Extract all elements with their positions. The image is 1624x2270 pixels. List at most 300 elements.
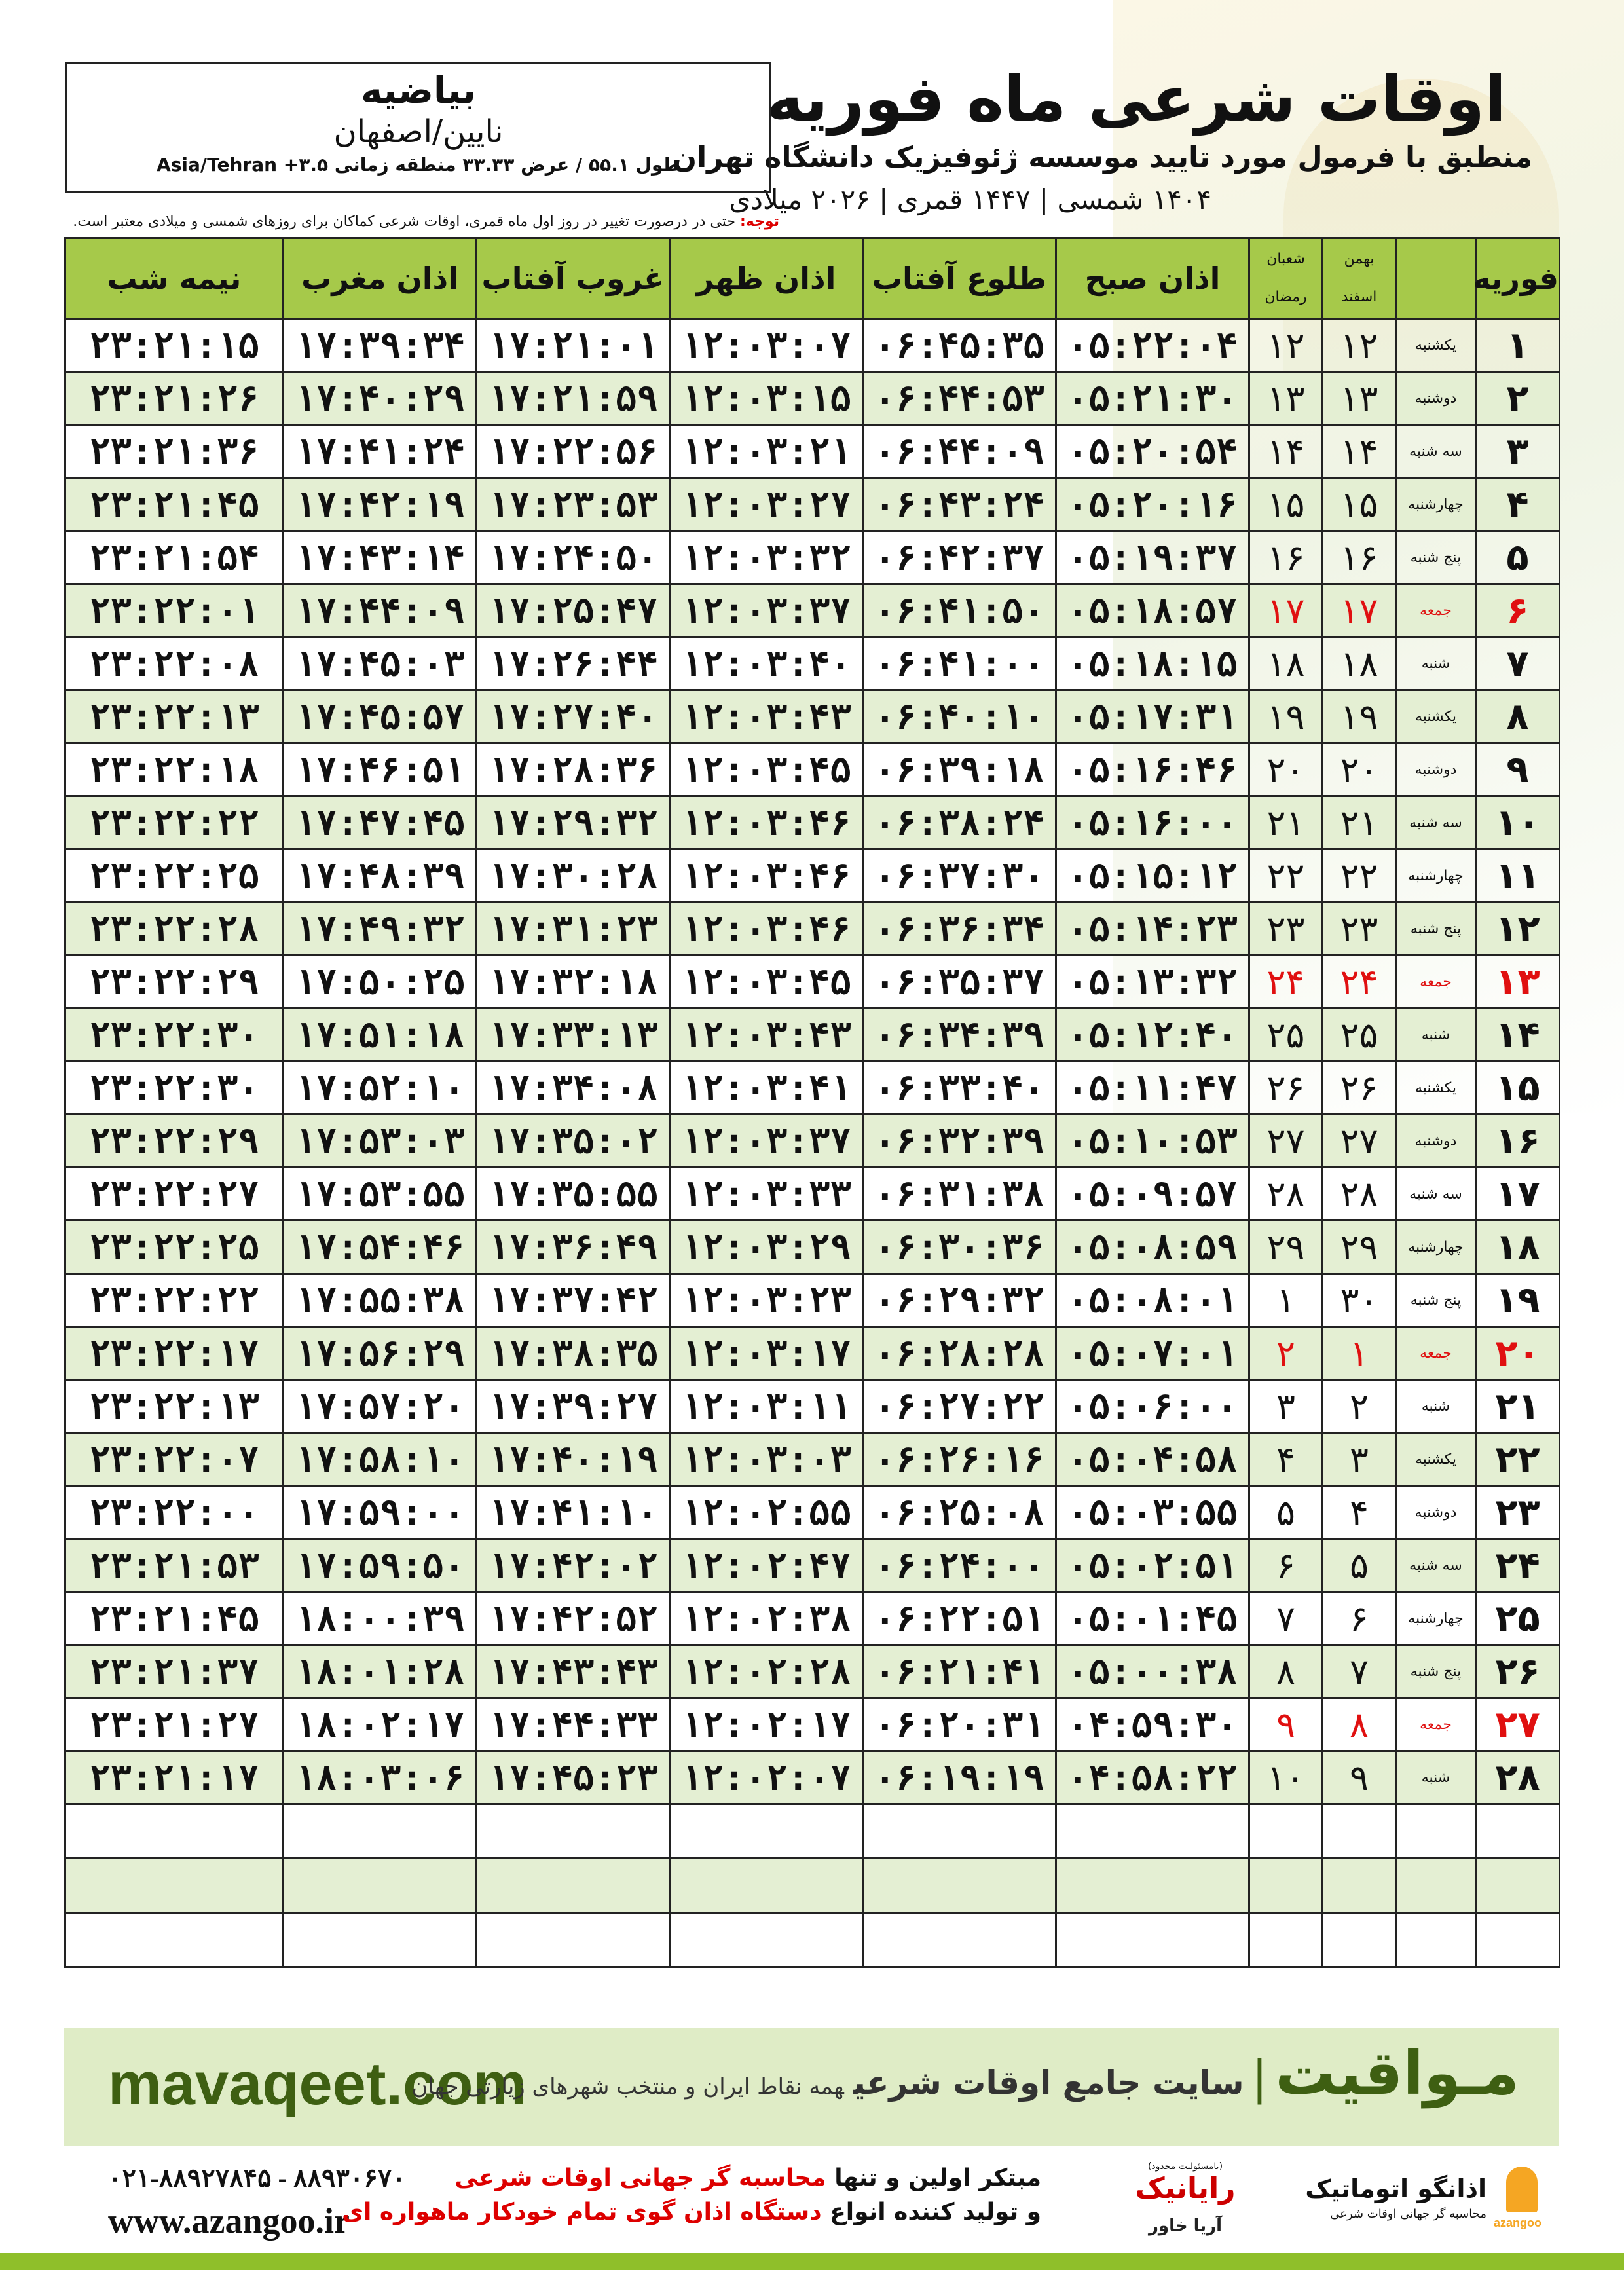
azangoo-logo: [1283, 2161, 1545, 2240]
sunset-time: ۱۷:۳۱:۲۳: [477, 902, 670, 956]
sunrise-time: ۰۶:۴۲:۳۷: [863, 531, 1056, 584]
weekday: سه شنبه: [1396, 1168, 1476, 1221]
table-row: [65, 1009, 1560, 1062]
midnight-time: ۲۳:۲۲:۰۷: [65, 1433, 284, 1486]
hijri-day: ۱۳: [1249, 372, 1323, 425]
day-number: ۱۱: [1476, 849, 1560, 902]
header-shamsi-top: بهمن: [1344, 251, 1375, 267]
hijri-day: ۱۶: [1249, 531, 1323, 584]
empty-row: [65, 1913, 1560, 1967]
rayanik-note: (بامسئولیت محدود): [1147, 2161, 1223, 2172]
day-number: ۲۳: [1476, 1486, 1560, 1539]
sunset-time: ۱۷:۲۷:۴۰: [477, 690, 670, 743]
maghrib-time: ۱۷:۴۱:۲۴: [284, 425, 477, 478]
maghrib-time: ۱۷:۵۸:۱۰: [284, 1433, 477, 1486]
sunrise-time: ۰۶:۱۹:۱۹: [863, 1751, 1056, 1804]
shamsi-day: ۲۹: [1323, 1221, 1396, 1274]
fajr-time: ۰۵:۲۰:۵۴: [1056, 425, 1249, 478]
midnight-time: ۲۳:۲۱:۲۶: [65, 372, 284, 425]
table-row: [65, 849, 1560, 902]
empty-cell: [65, 1913, 284, 1967]
fajr-time: ۰۵:۱۸:۱۵: [1056, 637, 1249, 690]
hijri-day: ۲۰: [1249, 743, 1323, 796]
shamsi-day: ۵: [1323, 1539, 1396, 1592]
fajr-time: ۰۵:۰۶:۰۰: [1056, 1380, 1249, 1433]
maghrib-time: ۱۷:۵۱:۱۸: [284, 1009, 477, 1062]
sunset-time: ۱۷:۲۱:۵۹: [477, 372, 670, 425]
midnight-time: ۲۳:۲۲:۱۳: [65, 1380, 284, 1433]
sunset-time: ۱۷:۳۵:۰۲: [477, 1115, 670, 1168]
hijri-day: ۷: [1249, 1592, 1323, 1645]
empty-row: [65, 1804, 1560, 1859]
dhuhr-time: ۱۲:۰۳:۴۶: [670, 849, 863, 902]
empty-cell: [1323, 1913, 1396, 1967]
day-number: ۱۰: [1476, 796, 1560, 849]
table-row: [65, 690, 1560, 743]
midnight-time: ۲۳:۲۲:۲۹: [65, 956, 284, 1009]
table-row: [65, 584, 1560, 637]
fajr-time: ۰۵:۰۰:۳۸: [1056, 1645, 1249, 1698]
header-hijri-bottom: رمضان: [1264, 289, 1307, 305]
maghrib-time: ۱۷:۴۷:۴۵: [284, 796, 477, 849]
midnight-time: ۲۳:۲۱:۵۴: [65, 531, 284, 584]
weekday: پنج شنبه: [1396, 1645, 1476, 1698]
dhuhr-time: ۱۲:۰۲:۲۸: [670, 1645, 863, 1698]
table-row: [65, 1592, 1560, 1645]
sunset-time: ۱۷:۳۸:۳۵: [477, 1327, 670, 1380]
maghrib-time: ۱۷:۵۳:۵۵: [284, 1168, 477, 1221]
fajr-time: ۰۵:۰۸:۰۱: [1056, 1274, 1249, 1327]
day-number: ۲۶: [1476, 1645, 1560, 1698]
weekday: چهارشنبه: [1396, 1592, 1476, 1645]
table-row: [65, 1380, 1560, 1433]
day-number: ۴: [1476, 478, 1560, 531]
info-line1-b: محاسبه گر جهانی اوقات شرعی: [454, 2165, 826, 2191]
midnight-time: ۲۳:۲۲:۱۷: [65, 1327, 284, 1380]
sunset-time: ۱۷:۳۲:۱۸: [477, 956, 670, 1009]
dhuhr-time: ۱۲:۰۳:۰۷: [670, 319, 863, 372]
table-row: [65, 1327, 1560, 1380]
bottom-bar: [0, 2253, 1624, 2270]
shamsi-day: ۱۳: [1323, 372, 1396, 425]
table-row: [65, 1274, 1560, 1327]
sunset-time: ۱۷:۲۹:۳۲: [477, 796, 670, 849]
day-number: ۱: [1476, 319, 1560, 372]
dhuhr-time: ۱۲:۰۳:۴۳: [670, 1009, 863, 1062]
shamsi-day: ۱۷: [1323, 584, 1396, 637]
midnight-time: ۲۳:۲۲:۲۵: [65, 1221, 284, 1274]
dhuhr-time: ۱۲:۰۳:۳۷: [670, 584, 863, 637]
sunset-time: ۱۷:۳۰:۲۸: [477, 849, 670, 902]
weekday: شنبه: [1396, 1751, 1476, 1804]
weekday: چهارشنبه: [1396, 478, 1476, 531]
table-row: [65, 956, 1560, 1009]
table-header-row: [65, 238, 1560, 319]
midnight-time: ۲۳:۲۲:۱۳: [65, 690, 284, 743]
maghrib-time: ۱۷:۵۵:۳۸: [284, 1274, 477, 1327]
page-title: اوقات شرعی ماه فوریه: [766, 62, 1506, 136]
fajr-time: ۰۴:۵۹:۳۰: [1056, 1698, 1249, 1751]
weekday: دوشنبه: [1396, 1486, 1476, 1539]
dhuhr-time: ۱۲:۰۳:۳۷: [670, 1115, 863, 1168]
midnight-time: ۲۳:۲۱:۲۷: [65, 1698, 284, 1751]
maghrib-time: ۱۷:۴۴:۰۹: [284, 584, 477, 637]
fajr-time: ۰۵:۱۶:۰۰: [1056, 796, 1249, 849]
table-body: [65, 319, 1560, 1967]
hijri-day: ۱۹: [1249, 690, 1323, 743]
fajr-time: ۰۴:۵۸:۲۲: [1056, 1751, 1249, 1804]
dhuhr-time: ۱۲:۰۳:۴۳: [670, 690, 863, 743]
weekday: یکشنبه: [1396, 690, 1476, 743]
maghrib-time: ۱۷:۴۵:۰۳: [284, 637, 477, 690]
weekday: یکشنبه: [1396, 1433, 1476, 1486]
day-number: ۱۴: [1476, 1009, 1560, 1062]
azangoo-name: اذانگو اتوماتیک: [1305, 2174, 1486, 2203]
sunset-time: ۱۷:۲۲:۵۶: [477, 425, 670, 478]
table-row: [65, 319, 1560, 372]
midnight-time: ۲۳:۲۲:۰۰: [65, 1486, 284, 1539]
calendar-years: ۱۴۰۴ شمسی | ۱۴۴۷ قمری | ۲۰۲۶ میلادی: [729, 183, 1211, 215]
sunrise-time: ۰۶:۳۰:۳۶: [863, 1221, 1056, 1274]
dhuhr-time: ۱۲:۰۳:۳۳: [670, 1168, 863, 1221]
midnight-time: ۲۳:۲۲:۰۱: [65, 584, 284, 637]
header-shamsi-bottom: اسفند: [1341, 289, 1377, 305]
maghrib-time: ۱۷:۵۳:۰۳: [284, 1115, 477, 1168]
dhuhr-time: ۱۲:۰۳:۳۲: [670, 531, 863, 584]
weekday: پنج شنبه: [1396, 531, 1476, 584]
weekday: یکشنبه: [1396, 319, 1476, 372]
header-maghrib: اذان مغرب: [284, 238, 477, 319]
empty-cell: [1056, 1804, 1249, 1859]
sunrise-time: ۰۶:۳۷:۳۰: [863, 849, 1056, 902]
sunrise-time: ۰۶:۲۶:۱۶: [863, 1433, 1056, 1486]
hijri-day: ۸: [1249, 1645, 1323, 1698]
shamsi-day: ۳۰: [1323, 1274, 1396, 1327]
empty-cell: [863, 1804, 1056, 1859]
empty-cell: [1249, 1913, 1323, 1967]
midnight-time: ۲۳:۲۲:۲۲: [65, 796, 284, 849]
sunrise-time: ۰۶:۳۳:۴۰: [863, 1062, 1056, 1115]
shamsi-day: ۹: [1323, 1751, 1396, 1804]
day-number: ۲: [1476, 372, 1560, 425]
maghrib-time: ۱۷:۵۴:۴۶: [284, 1221, 477, 1274]
dhuhr-time: ۱۲:۰۳:۲۹: [670, 1221, 863, 1274]
empty-cell: [863, 1913, 1056, 1967]
sunrise-time: ۰۶:۴۵:۳۵: [863, 319, 1056, 372]
shamsi-day: ۳: [1323, 1433, 1396, 1486]
sunrise-time: ۰۶:۲۸:۲۸: [863, 1327, 1056, 1380]
weekday: شنبه: [1396, 637, 1476, 690]
sunrise-time: ۰۶:۲۹:۳۲: [863, 1274, 1056, 1327]
fajr-time: ۰۵:۱۶:۴۶: [1056, 743, 1249, 796]
sunrise-time: ۰۶:۲۴:۰۰: [863, 1539, 1056, 1592]
shamsi-day: ۱۴: [1323, 425, 1396, 478]
shamsi-day: ۱۹: [1323, 690, 1396, 743]
day-number: ۲۱: [1476, 1380, 1560, 1433]
shamsi-day: ۱۶: [1323, 531, 1396, 584]
sunset-time: ۱۷:۳۹:۲۷: [477, 1380, 670, 1433]
sunset-time: ۱۷:۳۳:۱۳: [477, 1009, 670, 1062]
midnight-time: ۲۳:۲۱:۴۵: [65, 478, 284, 531]
shamsi-day: ۲۷: [1323, 1115, 1396, 1168]
day-number: ۱۶: [1476, 1115, 1560, 1168]
dhuhr-time: ۱۲:۰۲:۱۷: [670, 1698, 863, 1751]
day-number: ۲۲: [1476, 1433, 1560, 1486]
sunrise-time: ۰۶:۳۹:۱۸: [863, 743, 1056, 796]
hijri-day: ۲۶: [1249, 1062, 1323, 1115]
shamsi-day: ۱: [1323, 1327, 1396, 1380]
midnight-time: ۲۳:۲۱:۱۷: [65, 1751, 284, 1804]
midnight-time: ۲۳:۲۲:۲۲: [65, 1274, 284, 1327]
hijri-day: ۱۰: [1249, 1751, 1323, 1804]
info-line2-a: و تولید کننده انواع: [830, 2199, 1041, 2225]
midnight-time: ۲۳:۲۱:۳۷: [65, 1645, 284, 1698]
dhuhr-time: ۱۲:۰۳:۴۱: [670, 1062, 863, 1115]
shamsi-day: ۲۲: [1323, 849, 1396, 902]
sunset-time: ۱۷:۳۷:۴۲: [477, 1274, 670, 1327]
sunrise-time: ۰۶:۳۲:۳۹: [863, 1115, 1056, 1168]
midnight-time: ۲۳:۲۲:۲۷: [65, 1168, 284, 1221]
rayanik-logo: [1120, 2161, 1251, 2236]
day-number: ۱۸: [1476, 1221, 1560, 1274]
sunset-time: ۱۷:۲۳:۵۳: [477, 478, 670, 531]
fajr-time: ۰۵:۰۸:۵۹: [1056, 1221, 1249, 1274]
prayer-times-table: [64, 237, 1560, 1968]
day-number: ۶: [1476, 584, 1560, 637]
dhuhr-time: ۱۲:۰۳:۴۵: [670, 743, 863, 796]
sunset-time: ۱۷:۲۸:۳۶: [477, 743, 670, 796]
sunrise-time: ۰۶:۲۵:۰۸: [863, 1486, 1056, 1539]
sunset-time: ۱۷:۴۲:۰۲: [477, 1539, 670, 1592]
page-subtitle: منطبق با فرمول مورد تایید موسسه ژئوفیزیک دانشگاه تهران: [672, 141, 1532, 174]
hijri-day: ۹: [1249, 1698, 1323, 1751]
table-row: [65, 1221, 1560, 1274]
day-number: ۸: [1476, 690, 1560, 743]
dhuhr-time: ۱۲:۰۳:۲۷: [670, 478, 863, 531]
weekday: جمعه: [1396, 956, 1476, 1009]
sunset-time: ۱۷:۴۵:۲۳: [477, 1751, 670, 1804]
shamsi-day: ۲۳: [1323, 902, 1396, 956]
empty-cell: [1056, 1859, 1249, 1913]
sunset-time: ۱۷:۴۳:۴۳: [477, 1645, 670, 1698]
dhuhr-time: ۱۲:۰۲:۳۸: [670, 1592, 863, 1645]
hijri-day: ۲۱: [1249, 796, 1323, 849]
hijri-day: ۲۸: [1249, 1168, 1323, 1221]
empty-cell: [1476, 1913, 1560, 1967]
midnight-time: ۲۳:۲۲:۰۸: [65, 637, 284, 690]
fajr-time: ۰۵:۰۱:۴۵: [1056, 1592, 1249, 1645]
empty-cell: [65, 1804, 284, 1859]
maghrib-time: ۱۷:۵۷:۲۰: [284, 1380, 477, 1433]
hijri-day: ۴: [1249, 1433, 1323, 1486]
fajr-time: ۰۵:۱۱:۴۷: [1056, 1062, 1249, 1115]
maghrib-time: ۱۸:۰۰:۳۹: [284, 1592, 477, 1645]
dhuhr-time: ۱۲:۰۳:۴۵: [670, 956, 863, 1009]
weekday: شنبه: [1396, 1009, 1476, 1062]
table-row: [65, 1645, 1560, 1698]
sunset-time: ۱۷:۴۲:۵۲: [477, 1592, 670, 1645]
dhuhr-time: ۱۲:۰۲:۵۵: [670, 1486, 863, 1539]
midnight-time: ۲۳:۲۱:۳۶: [65, 425, 284, 478]
sunset-time: ۱۷:۲۱:۰۱: [477, 319, 670, 372]
table-row: [65, 1115, 1560, 1168]
empty-cell: [1396, 1913, 1476, 1967]
weekday: سه شنبه: [1396, 796, 1476, 849]
hijri-day: ۱۸: [1249, 637, 1323, 690]
shamsi-day: ۲۶: [1323, 1062, 1396, 1115]
fajr-time: ۰۵:۲۰:۱۶: [1056, 478, 1249, 531]
table-row: [65, 372, 1560, 425]
shamsi-day: ۶: [1323, 1592, 1396, 1645]
fajr-time: ۰۵:۰۲:۵۱: [1056, 1539, 1249, 1592]
dhuhr-time: ۱۲:۰۳:۴۶: [670, 796, 863, 849]
empty-cell: [863, 1859, 1056, 1913]
hijri-day: ۱۵: [1249, 478, 1323, 531]
sunset-time: ۱۷:۴۱:۱۰: [477, 1486, 670, 1539]
weekday: شنبه: [1396, 1380, 1476, 1433]
weekday: یکشنبه: [1396, 1062, 1476, 1115]
day-number: ۷: [1476, 637, 1560, 690]
day-number: ۵: [1476, 531, 1560, 584]
hijri-day: ۳: [1249, 1380, 1323, 1433]
fajr-time: ۰۵:۱۲:۴۰: [1056, 1009, 1249, 1062]
empty-cell: [1323, 1859, 1396, 1913]
phone-numbers: ۰۲۱-۸۸۹۲۷۸۴۵ - ۸۸۹۳۰۶۷۰: [108, 2163, 406, 2193]
shamsi-day: ۲۴: [1323, 956, 1396, 1009]
brand: [411, 2038, 1519, 2108]
weekday: جمعه: [1396, 584, 1476, 637]
maghrib-time: ۱۸:۰۲:۱۷: [284, 1698, 477, 1751]
sunrise-time: ۰۶:۴۰:۱۰: [863, 690, 1056, 743]
sunrise-time: ۰۶:۲۷:۲۲: [863, 1380, 1056, 1433]
sunrise-time: ۰۶:۳۸:۲۴: [863, 796, 1056, 849]
table-row: [65, 902, 1560, 956]
azangoo-url[interactable]: www.azangoo.ir: [108, 2201, 350, 2241]
midnight-time: ۲۳:۲۲:۲۵: [65, 849, 284, 902]
hijri-day: ۱۲: [1249, 319, 1323, 372]
sunrise-time: ۰۶:۳۵:۳۷: [863, 956, 1056, 1009]
rayanik-sub: آریا خاور: [1148, 2216, 1223, 2236]
empty-cell: [1396, 1804, 1476, 1859]
site-url[interactable]: mavaqeet.com: [108, 2051, 527, 2117]
sunrise-time: ۰۶:۲۲:۵۱: [863, 1592, 1056, 1645]
empty-cell: [670, 1859, 863, 1913]
fajr-time: ۰۵:۱۳:۳۲: [1056, 956, 1249, 1009]
table-row: [65, 1486, 1560, 1539]
sunset-time: ۱۷:۲۴:۵۰: [477, 531, 670, 584]
sunset-time: ۱۷:۲۵:۴۷: [477, 584, 670, 637]
table-row: [65, 531, 1560, 584]
shamsi-day: ۲۸: [1323, 1168, 1396, 1221]
maghrib-time: ۱۸:۰۱:۲۸: [284, 1645, 477, 1698]
weekday: پنج شنبه: [1396, 1274, 1476, 1327]
header-sunrise: طلوع آفتاب: [863, 238, 1056, 319]
hijri-day: ۲۴: [1249, 956, 1323, 1009]
empty-cell: [284, 1859, 477, 1913]
sunrise-time: ۰۶:۴۴:۰۹: [863, 425, 1056, 478]
sunrise-time: ۰۶:۳۴:۳۹: [863, 1009, 1056, 1062]
day-number: ۲۵: [1476, 1592, 1560, 1645]
hijri-day: ۲: [1249, 1327, 1323, 1380]
table-row: [65, 743, 1560, 796]
midnight-time: ۲۳:۲۲:۳۰: [65, 1009, 284, 1062]
empty-cell: [477, 1804, 670, 1859]
fajr-time: ۰۵:۰۹:۵۷: [1056, 1168, 1249, 1221]
weekday: سه شنبه: [1396, 425, 1476, 478]
table-row: [65, 1698, 1560, 1751]
dhuhr-time: ۱۲:۰۳:۴۰: [670, 637, 863, 690]
sunset-time: ۱۷:۳۶:۴۹: [477, 1221, 670, 1274]
sunrise-time: ۰۶:۴۱:۵۰: [863, 584, 1056, 637]
azangoo-icon: [1493, 2161, 1545, 2233]
maghrib-time: ۱۷:۴۵:۵۷: [284, 690, 477, 743]
azangoo-en: azangoo: [1493, 2216, 1541, 2229]
midnight-time: ۲۳:۲۲:۲۹: [65, 1115, 284, 1168]
location-box: [65, 62, 771, 193]
midnight-time: ۲۳:۲۲:۱۸: [65, 743, 284, 796]
shamsi-day: ۱۵: [1323, 478, 1396, 531]
maghrib-time: ۱۷:۴۹:۳۲: [284, 902, 477, 956]
table-row: [65, 1168, 1560, 1221]
header-hijri-top: شعبان: [1266, 251, 1305, 267]
maghrib-time: ۱۷:۵۶:۲۹: [284, 1327, 477, 1380]
shamsi-day: ۷: [1323, 1645, 1396, 1698]
maghrib-time: ۱۷:۴۲:۱۹: [284, 478, 477, 531]
shamsi-day: ۸: [1323, 1698, 1396, 1751]
empty-cell: [1396, 1859, 1476, 1913]
day-number: ۱۹: [1476, 1274, 1560, 1327]
weekday: جمعه: [1396, 1698, 1476, 1751]
maghrib-time: ۱۷:۴۰:۲۹: [284, 372, 477, 425]
shamsi-day: ۲۰: [1323, 743, 1396, 796]
empty-cell: [670, 1804, 863, 1859]
weekday: سه شنبه: [1396, 1539, 1476, 1592]
hijri-day: ۲۳: [1249, 902, 1323, 956]
maghrib-time: ۱۷:۵۹:۵۰: [284, 1539, 477, 1592]
note-label: توجه:: [739, 214, 779, 230]
midnight-time: ۲۳:۲۱:۴۵: [65, 1592, 284, 1645]
shamsi-day: ۲۱: [1323, 796, 1396, 849]
weekday: چهارشنبه: [1396, 849, 1476, 902]
empty-cell: [284, 1913, 477, 1967]
weekday: پنج شنبه: [1396, 902, 1476, 956]
sunrise-time: ۰۶:۳۶:۳۴: [863, 902, 1056, 956]
dhuhr-time: ۱۲:۰۳:۱۵: [670, 372, 863, 425]
empty-cell: [670, 1913, 863, 1967]
shamsi-day: ۲۵: [1323, 1009, 1396, 1062]
table-row: [65, 796, 1560, 849]
sunrise-time: ۰۶:۴۳:۲۴: [863, 478, 1056, 531]
maghrib-time: ۱۷:۵۰:۲۵: [284, 956, 477, 1009]
azangoo-sub: محاسبه گر جهانی اوقات شرعی: [1330, 2207, 1486, 2221]
info-line1-a: مبتکر اولین و تنها: [834, 2165, 1041, 2191]
empty-cell: [1249, 1859, 1323, 1913]
day-number: ۱۵: [1476, 1062, 1560, 1115]
sunrise-time: ۰۶:۴۴:۵۳: [863, 372, 1056, 425]
empty-cell: [284, 1804, 477, 1859]
fajr-time: ۰۵:۰۴:۵۸: [1056, 1433, 1249, 1486]
table-row: [65, 1751, 1560, 1804]
maghrib-time: ۱۷:۴۳:۱۴: [284, 531, 477, 584]
brand-slogan: سایت جامع اوقات شرعی: [853, 2064, 1244, 2102]
midnight-time: ۲۳:۲۲:۳۰: [65, 1062, 284, 1115]
day-number: ۱۲: [1476, 902, 1560, 956]
dhuhr-time: ۱۲:۰۳:۰۳: [670, 1433, 863, 1486]
sunset-time: ۱۷:۴۰:۱۹: [477, 1433, 670, 1486]
empty-cell: [1249, 1804, 1323, 1859]
hijri-day: ۲۹: [1249, 1221, 1323, 1274]
day-number: ۲۷: [1476, 1698, 1560, 1751]
